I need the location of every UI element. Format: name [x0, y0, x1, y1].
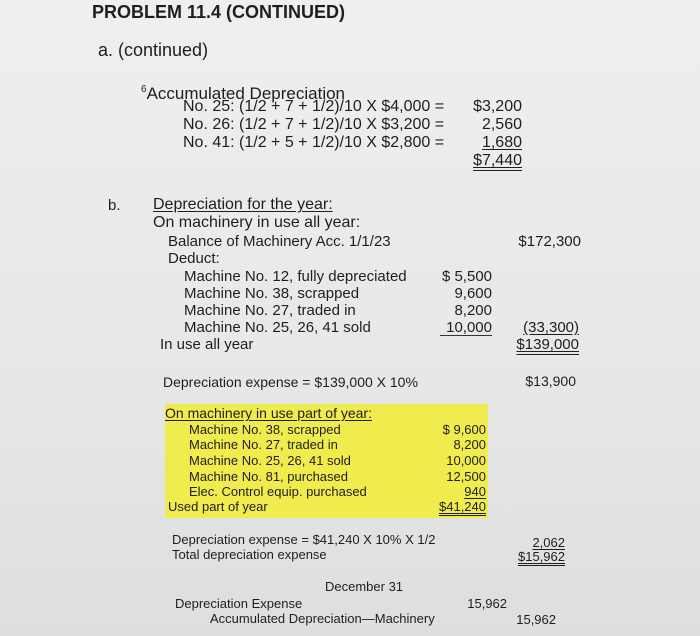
accum-row-26-amount: 2,560 [481, 116, 522, 133]
deduction-label: Machine No. 27, traded in [184, 302, 356, 319]
total-dep-label: Total depreciation expense [172, 547, 327, 562]
dep-expense2-label: Depreciation expense = $41,240 X 10% X 1/2 [172, 532, 436, 547]
part-a-label: a. (continued) [98, 40, 209, 60]
part-year-item-label: Machine No. 81, purchased [189, 469, 348, 484]
total-dep-amount: $15,962 [518, 549, 565, 564]
accum-row-41-label: No. 41: (1/2 + 5 + 1/2)/10 X $2,800 = [183, 134, 445, 151]
journal-debit-account: Depreciation Expense [175, 596, 303, 611]
footnote-marker: 6 [141, 84, 147, 95]
in-use-amount: $139,000 [516, 336, 579, 353]
part-year-item-amount: $ 9,600 [442, 422, 486, 437]
all-year-heading: On machinery in use all year: [153, 214, 361, 231]
balance-label: Balance of Machinery Acc. 1/1/23 [168, 233, 391, 250]
part-year-item-amount: 8,200 [453, 437, 486, 452]
journal-date: December 31 [325, 579, 404, 594]
accum-row-26-label: No. 26: (1/2 + 7 + 1/2)/10 X $3,200 = [183, 116, 445, 133]
deduct-total: (33,300) [523, 319, 579, 336]
part-year-item-label: Elec. Control equip. purchased [189, 484, 367, 499]
deduction-amount: 8,200 [454, 302, 492, 319]
part-year-item-amount: 12,500 [446, 469, 486, 484]
deduct-label: Deduct: [168, 250, 220, 267]
deduction-amount: 10,000 [440, 320, 492, 336]
dep-expense-amount: $13,900 [525, 373, 576, 389]
depreciation-year-heading: Depreciation for the year: [153, 196, 333, 213]
accum-total: $7,440 [473, 152, 522, 169]
accum-row-25-label: No. 25: (1/2 + 7 + 1/2)/10 X $4,000 = [183, 98, 445, 115]
part-year-item-amount: 10,000 [446, 453, 486, 468]
deduction-amount: 9,600 [454, 285, 492, 302]
part-year-heading: On machinery in use part of year: [165, 405, 372, 421]
journal-credit-amount: 15,962 [516, 612, 556, 627]
deduction-amount: $ 5,500 [441, 268, 492, 285]
deduction-label: Machine No. 12, fully depreciated [184, 268, 407, 285]
part-year-item-amount: 940 [464, 484, 486, 499]
accum-row-25-amount: $3,200 [473, 98, 522, 115]
dep-expense-label: Depreciation expense = $139,000 X 10% [163, 374, 418, 390]
part-b-label: b. [108, 197, 121, 214]
balance-amount: $172,300 [518, 233, 581, 250]
dep-expense2-amount: 2,062 [532, 535, 565, 550]
deduction-label: Machine No. 38, scrapped [184, 285, 360, 302]
deduction-label: Machine No. 25, 26, 41 sold [184, 319, 371, 336]
accumulated-depreciation-title: Accumulated Depreciation [146, 84, 346, 103]
journal-debit-amount: 15,962 [467, 596, 507, 611]
journal-credit-account: Accumulated Depreciation—Machinery [210, 611, 435, 626]
in-use-label: In use all year [160, 336, 254, 353]
accum-row-41-amount: 1,680 [481, 134, 522, 151]
used-part-label: Used part of year [168, 499, 268, 514]
part-year-item-label: Machine No. 27, traded in [189, 437, 338, 452]
part-year-item-label: Machine No. 38, scrapped [189, 422, 341, 437]
used-part-amount: $41,240 [439, 499, 486, 514]
part-year-item-label: Machine No. 25, 26, 41 sold [189, 453, 351, 468]
page-title: PROBLEM 11.4 (CONTINUED) [92, 2, 346, 22]
